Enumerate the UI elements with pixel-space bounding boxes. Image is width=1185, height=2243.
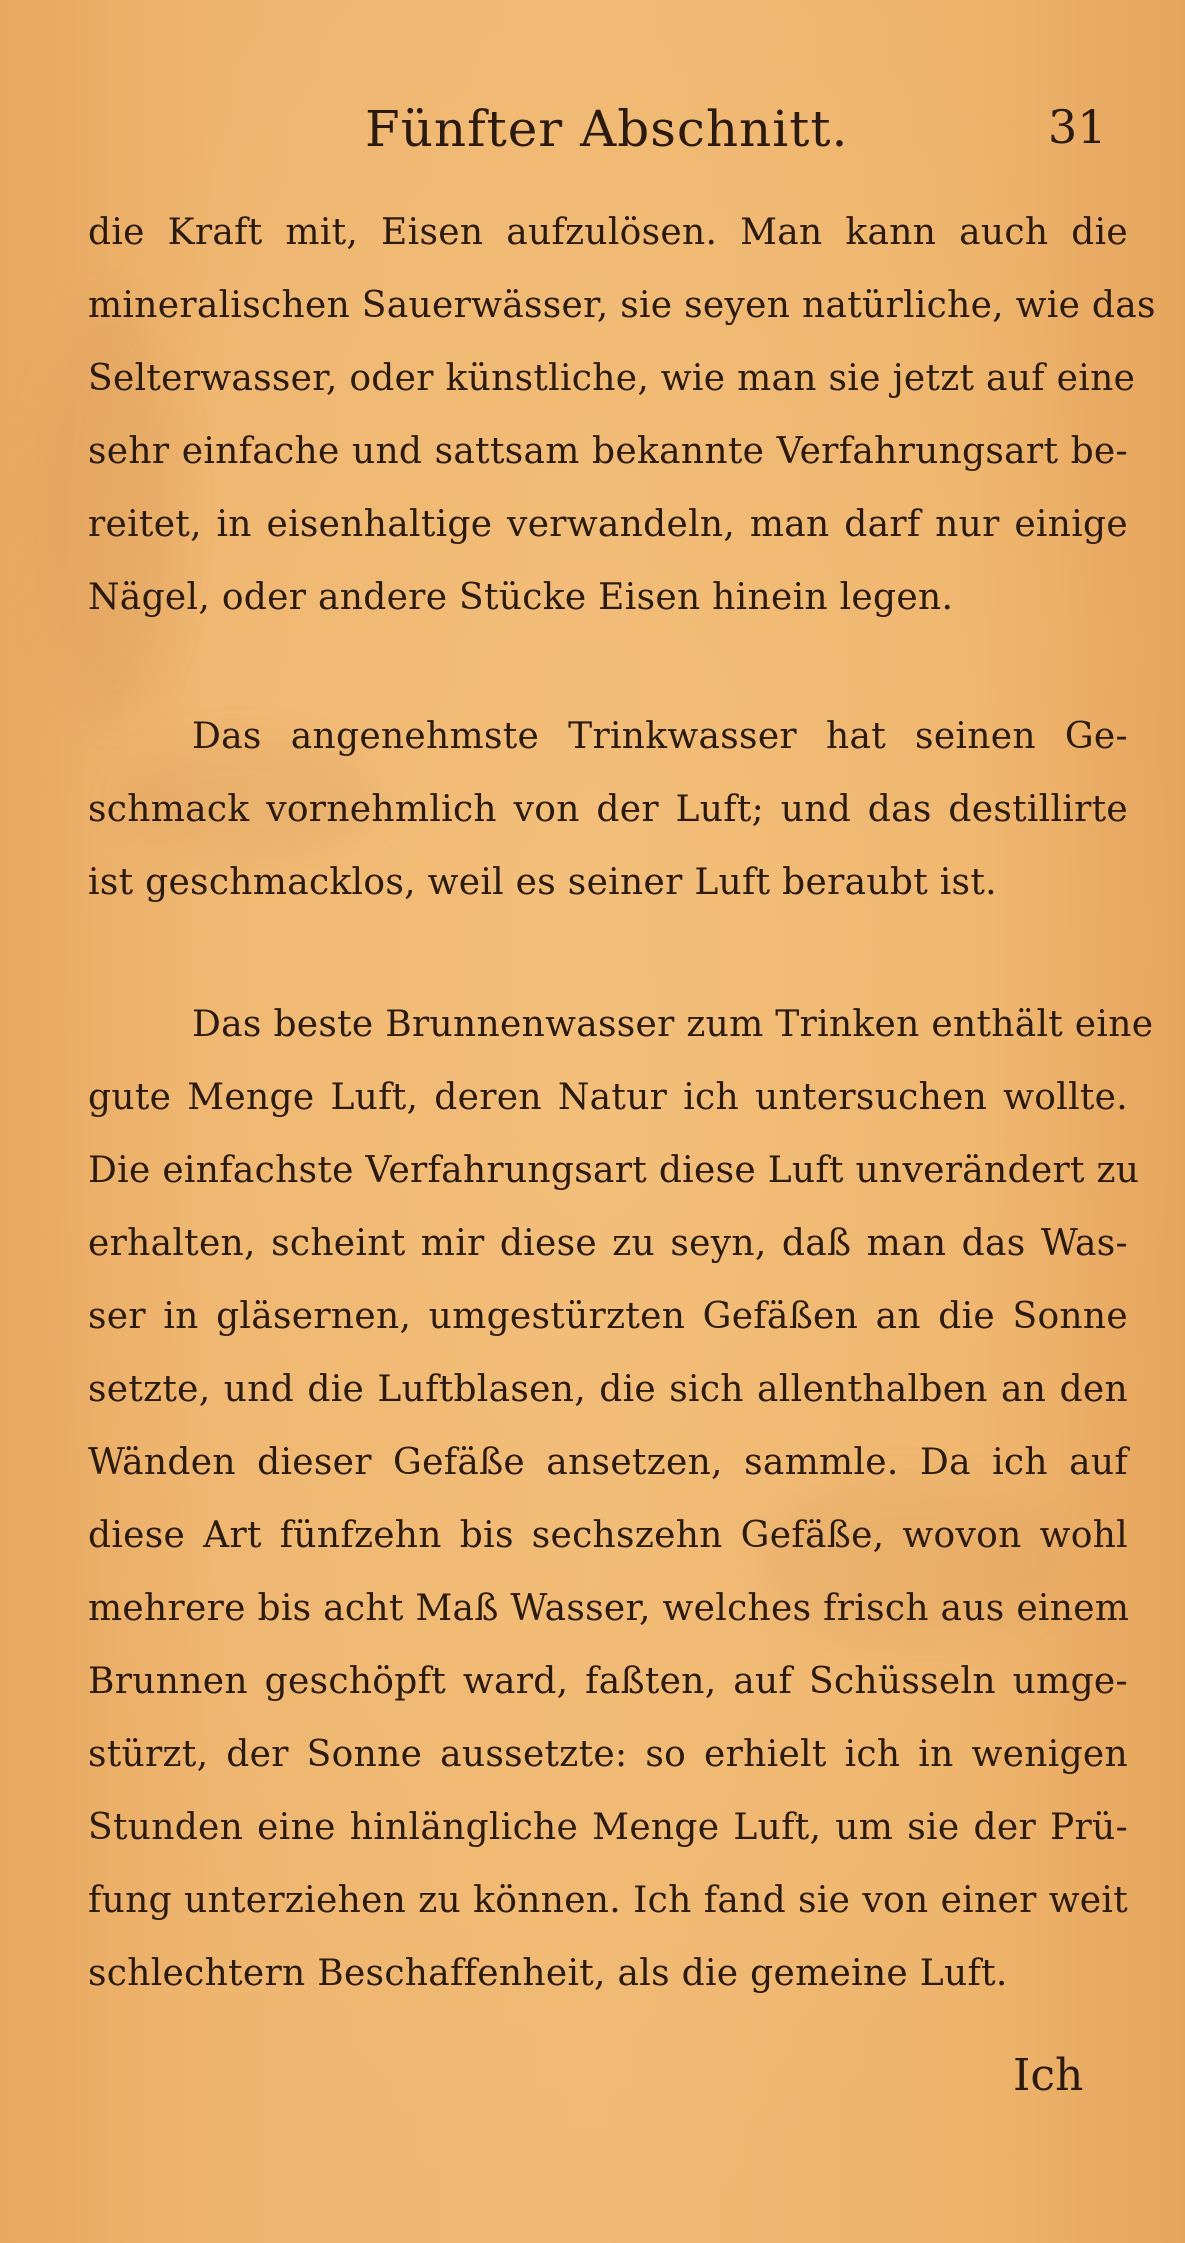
text-line: ser in gläsernen, umgestürzten Gefäßen an die Sonne xyxy=(88,1296,1128,1337)
text-line: die Kraft mit, Eisen aufzulösen. Man kann auch die xyxy=(88,212,1128,253)
catchword: Ich xyxy=(1013,2050,1084,2101)
page-number: 31 xyxy=(1048,100,1107,154)
text-line: Nägel, oder andere Stücke Eisen hinein legen. xyxy=(88,577,954,618)
text-line: reitet, in eisenhaltige verwandeln, man darf nur einige xyxy=(88,504,1128,545)
text-line: Das beste Brunnenwasser zum Trinken enthält eine xyxy=(192,1004,1154,1045)
text-line: erhalten, scheint mir diese zu seyn, daß man das Was- xyxy=(88,1223,1128,1264)
text-line: fung unterziehen zu können. Ich fand sie von einer weit xyxy=(88,1880,1128,1921)
running-header xyxy=(0,100,1185,180)
paragraph-2 xyxy=(88,700,1128,919)
text-line: stürzt, der Sonne aussetzte: so erhielt ich in wenigen xyxy=(88,1734,1128,1775)
text-line: ist geschmacklos, weil es seiner Luft beraubt ist. xyxy=(88,862,997,903)
section-title: Fünfter Abschnitt. xyxy=(365,100,849,158)
text-line: sehr einfache und sattsam bekannte Verfahrungsart be- xyxy=(88,431,1128,472)
text-line: schmack vornehmlich von der Luft; und das destillirte xyxy=(88,789,1128,830)
text-line: Die einfachste Verfahrungsart diese Luft unverändert zu xyxy=(88,1150,1140,1191)
text-line: Brunnen geschöpft ward, faßten, auf Schüsseln umge- xyxy=(88,1661,1128,1702)
paragraph-3 xyxy=(88,988,1154,2010)
text-line: Das angenehmste Trinkwasser hat seinen Ge- xyxy=(192,716,1128,757)
text-line: Wänden dieser Gefäße ansetzen, sammle. Da ich auf xyxy=(88,1442,1128,1483)
text-line: diese Art fünfzehn bis sechszehn Gefäße, wovon wohl xyxy=(88,1515,1128,1556)
text-line: Selterwasser, oder künstliche, wie man sie jetzt auf eine xyxy=(88,358,1136,399)
text-line: schlechtern Beschaffenheit, als die gemeine Luft. xyxy=(88,1953,1008,1994)
text-line: Stunden eine hinlängliche Menge Luft, um sie der Prü- xyxy=(88,1807,1128,1848)
text-line: gute Menge Luft, deren Natur ich untersuchen wollte. xyxy=(88,1077,1128,1118)
paragraph-1 xyxy=(88,196,1156,634)
text-line: setzte, und die Luftblasen, die sich allenthalben an den xyxy=(88,1369,1128,1410)
text-line: mineralischen Sauerwässer, sie seyen natürliche, wie das xyxy=(88,285,1156,326)
text-line: mehrere bis acht Maß Wasser, welches frisch aus einem xyxy=(88,1588,1130,1629)
